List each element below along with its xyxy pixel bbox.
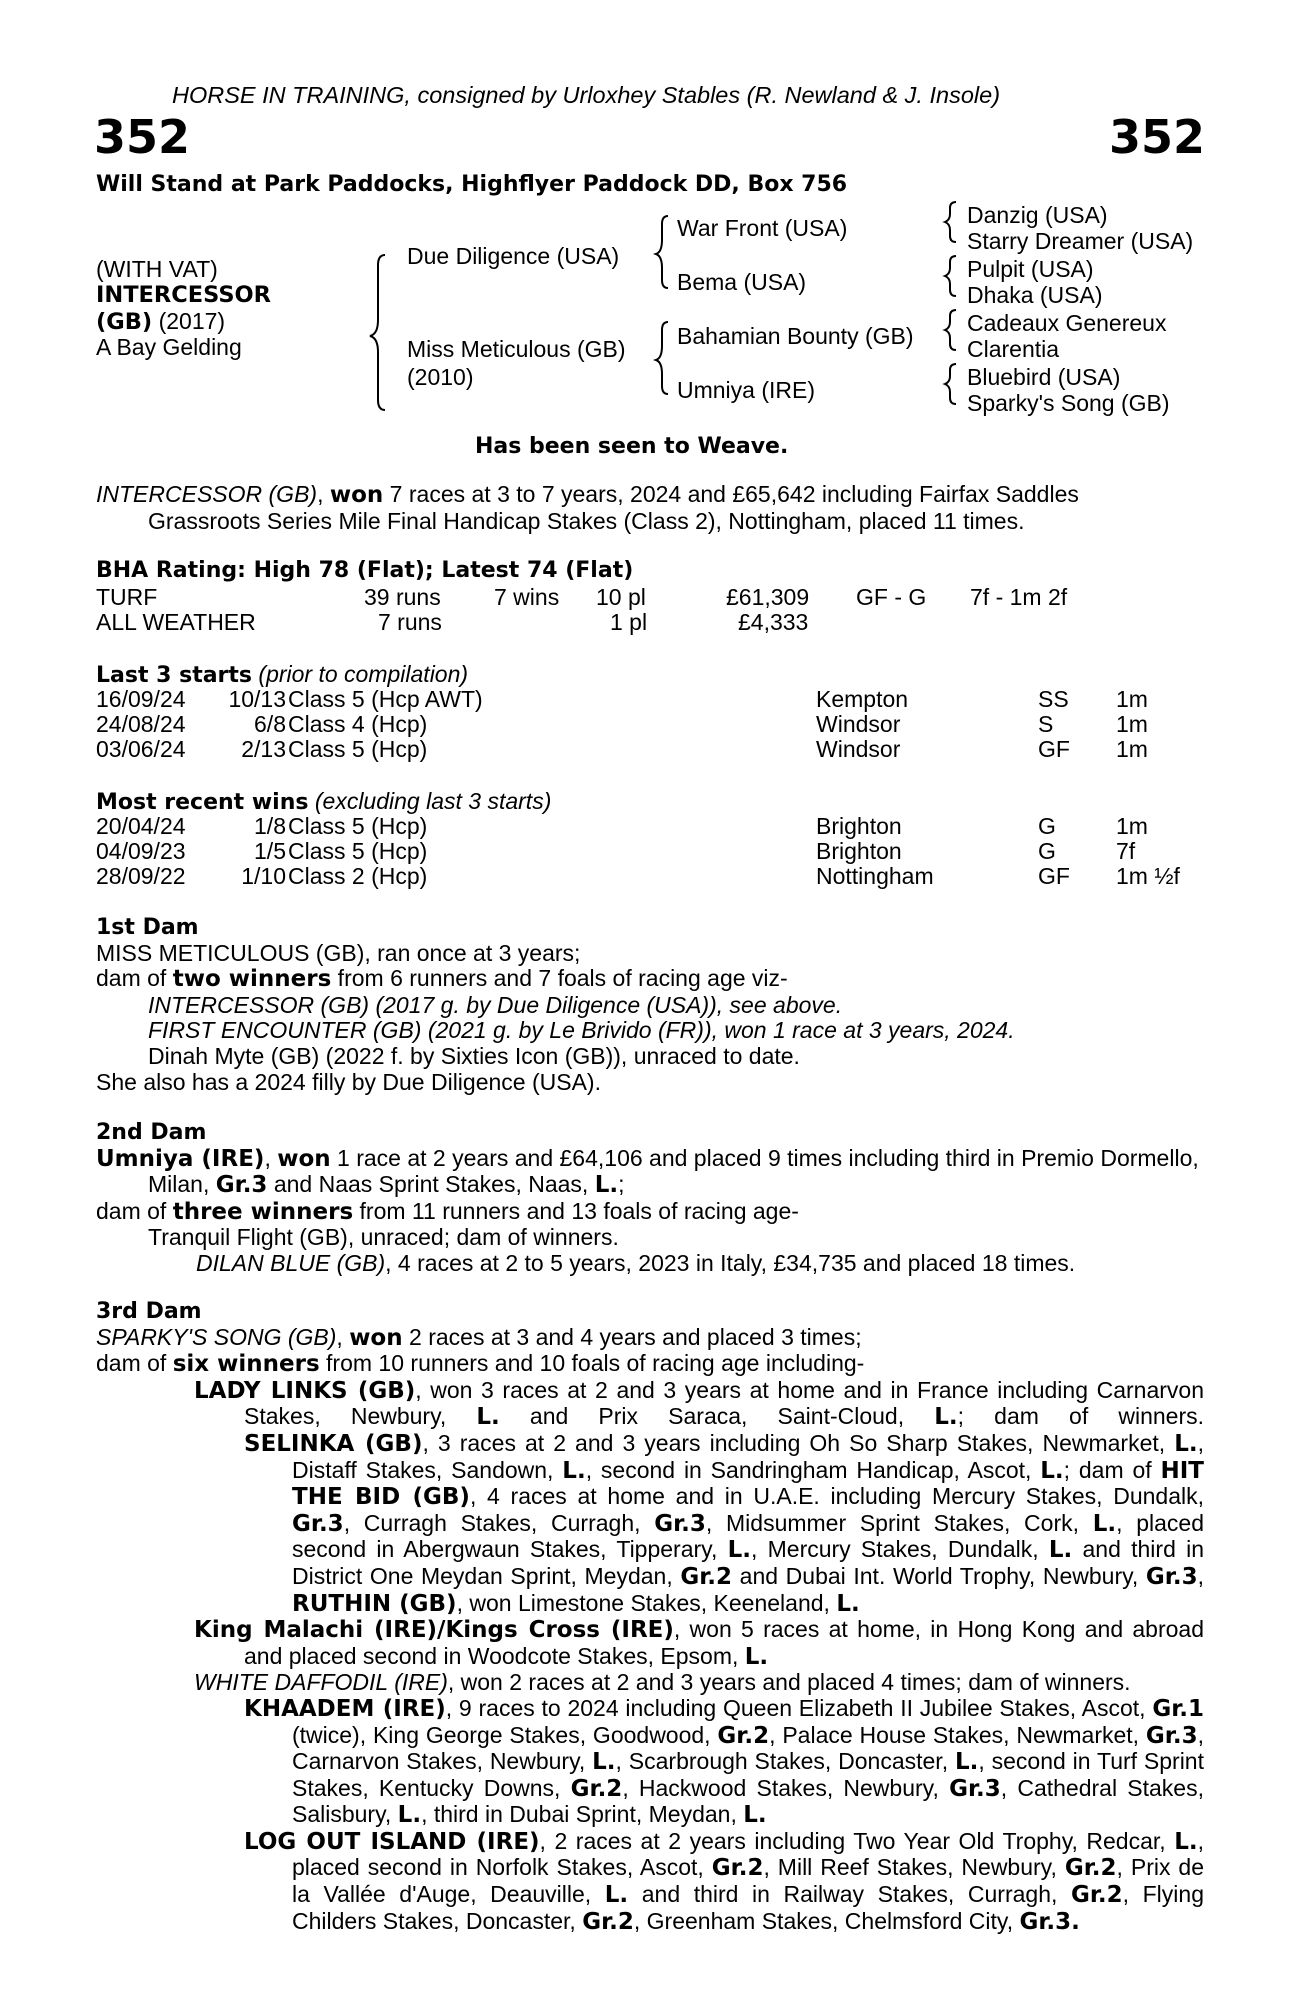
grade: Gr.2 xyxy=(582,1908,634,1935)
horse-name: WHITE DAFFODIL (IRE) xyxy=(194,1669,448,1696)
summary-won: won xyxy=(329,482,384,508)
summary-text-1: 7 races at 3 to 7 years, 2024 and £65,642 including Fairfax Saddles xyxy=(383,481,1079,507)
win-course: Brighton xyxy=(816,813,902,839)
last-starts-heading: Last 3 starts xyxy=(96,663,253,688)
pedigree-sd: Bema (USA) xyxy=(677,269,807,295)
first-dam-line-3: She also has a 2024 filly by Due Diligence (USA). xyxy=(96,1068,601,1095)
listed: L. xyxy=(476,1404,500,1431)
win-course: Nottingham xyxy=(816,863,934,889)
pedigree-sdd: Dhaka (USA) xyxy=(967,282,1103,308)
selinka-entry xyxy=(96,1431,1204,1617)
grade: Gr.3 xyxy=(949,1775,1001,1802)
first-dam-line-1: MISS METICULOUS (GB), ran once at 3 years; xyxy=(96,939,581,966)
listed: L. xyxy=(562,1457,586,1484)
recent-wins-subtitle: (excluding last 3 starts) xyxy=(308,788,552,814)
text: , won 5 races at home, in Hong Kong and abroad and placed second in Woodcote Stakes, Epsom, xyxy=(244,1616,1205,1669)
last-starts-title xyxy=(96,661,468,689)
start-distance: 1m xyxy=(1116,736,1148,762)
text: , third in Dubai Sprint, Meydan, xyxy=(421,1801,744,1828)
win-date: 28/09/22 xyxy=(96,863,186,889)
text: , Mercury Stakes, Dundalk, xyxy=(751,1536,1049,1563)
text: , second in Sandringham Handicap, Ascot, xyxy=(585,1456,1041,1483)
win-course: Brighton xyxy=(816,838,902,864)
second-dam-produce xyxy=(96,1199,1204,1226)
text: dam of xyxy=(96,1350,173,1377)
rating-placed: 1 pl xyxy=(610,609,648,635)
third-dam-produce xyxy=(96,1351,1204,1378)
text: and third in Railway Stakes, Curragh, xyxy=(628,1881,1071,1908)
first-dam-foal-3: Dinah Myte (GB) (2022 f. by Sixties Icon (GB)), unraced to date. xyxy=(148,1042,800,1069)
last-start-row xyxy=(96,686,1219,712)
text: and Dubai Int. World Trophy, Newbury, xyxy=(732,1562,1146,1589)
listed: L. xyxy=(934,1404,958,1431)
text: from 10 runners and 10 foals of racing age including- xyxy=(319,1350,865,1377)
dd-brace xyxy=(945,364,956,404)
pedigree-ssd: Starry Dreamer (USA) xyxy=(967,228,1194,254)
listed: L. xyxy=(954,1749,979,1776)
start-distance: 1m xyxy=(1116,711,1148,737)
emphasis: three winners xyxy=(172,1198,354,1225)
start-date: 24/08/24 xyxy=(96,711,186,737)
grade: Gr.2 xyxy=(1070,1882,1123,1909)
grade: Gr.3 xyxy=(1019,1908,1072,1935)
text: and Prix Saraca, Saint-Cloud, xyxy=(499,1403,935,1430)
rating-placed: 10 pl xyxy=(596,584,646,610)
text: and Naas Sprint Stakes, Naas, xyxy=(267,1171,595,1198)
listed: L. xyxy=(594,1172,619,1199)
main-brace xyxy=(370,255,385,410)
win-position: 1/8 xyxy=(254,813,286,839)
rating-going: GF - G xyxy=(856,584,927,610)
text: , won 3 races at 2 and 3 years at home and in France including Carnarvon Stakes, Newbury, xyxy=(244,1376,1204,1430)
log-out-island-entry xyxy=(96,1829,1204,1935)
pedigree-ss: War Front (USA) xyxy=(677,215,848,241)
pedigree-ddd: Sparky's Song (GB) xyxy=(967,390,1170,416)
horse-name: KHAADEM (IRE) xyxy=(244,1695,446,1722)
listed: L. xyxy=(1092,1510,1117,1537)
won: won xyxy=(349,1324,403,1351)
grade: Gr.3 xyxy=(654,1510,706,1537)
text: , Carnarvon Stakes, Newbury, xyxy=(292,1721,1204,1775)
emphasis: two winners xyxy=(172,966,332,993)
grade: Gr.3 xyxy=(1145,1563,1198,1590)
stabling-line: Will Stand at Park Paddocks, Highflyer Paddock DD, Box 756 xyxy=(96,172,848,197)
text: , 2 races at 2 years including Two Year Old Trophy, Redcar, xyxy=(539,1827,1175,1854)
start-position: 10/13 xyxy=(228,686,286,712)
race-summary: INTERCESSOR (GB), won 7 races at 3 to 7 years, 2024 and £65,642 including Fairfax Saddles Grassroots Series Mile Final Handicap Stakes (Class 2), Nottingham, placed 11 times. xyxy=(96,482,1204,534)
summary-text-2: Grassroots Series Mile Final Handicap Stakes (Class 2), Nottingham, placed 11 times. xyxy=(148,507,1025,534)
text: , Prix de la Vallée d'Auge, Deauville, xyxy=(292,1854,1205,1908)
khaadem-entry xyxy=(96,1696,1204,1829)
start-class: Class 5 (Hcp) xyxy=(288,736,428,762)
text: , Curragh Stakes, Curragh, xyxy=(343,1509,655,1536)
pedigree-dds: Bluebird (USA) xyxy=(967,364,1121,390)
third-dam-section xyxy=(96,1299,1204,1935)
sire-brace xyxy=(656,216,668,288)
third-dam-title: 3rd Dam xyxy=(96,1299,202,1324)
listed: L. xyxy=(604,1882,629,1909)
listed: L. xyxy=(1174,1828,1198,1855)
horse-name: RUTHIN (GB) xyxy=(292,1590,457,1617)
start-going: GF xyxy=(1038,736,1070,762)
ss-brace xyxy=(945,202,956,242)
grade: Gr.2 xyxy=(1064,1855,1117,1882)
lady-links-entry xyxy=(96,1378,1204,1431)
start-position: 2/13 xyxy=(241,736,286,762)
first-dam-foal-2: FIRST ENCOUNTER (GB) (2021 g. by Le Brivido (FR)), won 1 race at 3 years, 2024. xyxy=(148,1017,1015,1044)
sd-brace xyxy=(945,256,956,296)
grade: Gr.2 xyxy=(717,1722,770,1749)
text: , Scarbrough Stakes, Doncaster, xyxy=(615,1748,955,1775)
horse-name: LADY LINKS (GB) xyxy=(194,1377,416,1404)
vat-label: (WITH VAT) xyxy=(96,256,218,282)
text: , Greenham Stakes, Chelmsford City, xyxy=(633,1907,1020,1934)
text: from 6 runners and 7 foals of racing age viz- xyxy=(331,965,788,992)
second-dam-foal-1: Tranquil Flight (GB), unraced; dam of winners. xyxy=(148,1224,619,1251)
white-daffodil-entry xyxy=(96,1670,1204,1696)
horse-name: SELINKA (GB) xyxy=(244,1430,423,1457)
pedigree-dss: Cadeaux Genereux xyxy=(967,310,1167,336)
grade: Gr.2 xyxy=(570,1775,623,1802)
start-class: Class 5 (Hcp AWT) xyxy=(288,686,483,712)
text: from 11 runners and 13 foals of racing age- xyxy=(353,1197,799,1224)
rating-surface: ALL WEATHER xyxy=(96,609,256,635)
start-distance: 1m xyxy=(1116,686,1148,712)
grade: Gr.1 xyxy=(1152,1695,1204,1722)
win-going: G xyxy=(1038,838,1056,864)
pedigree-dam-year: (2010) xyxy=(407,364,474,390)
win-position: 1/5 xyxy=(254,838,286,864)
rating-distance: 7f - 1m 2f xyxy=(970,584,1068,610)
start-date: 03/06/24 xyxy=(96,736,186,762)
lot-number-right: 352 xyxy=(1108,110,1205,164)
weave-note: Has been seen to Weave. xyxy=(475,434,789,459)
pedigree-ds: Bahamian Bounty (GB) xyxy=(677,323,914,349)
first-dam-foal-1: INTERCESSOR (GB) (2017 g. by Due Diligence (USA)), see above. xyxy=(148,991,843,1018)
text: , Hackwood Stakes, Newbury, xyxy=(622,1774,950,1801)
emphasis: six winners xyxy=(172,1351,320,1378)
first-dam-title: 1st Dam xyxy=(96,915,199,940)
recent-win-row xyxy=(96,838,1219,864)
rating-runs: 39 runs xyxy=(364,584,441,610)
lot-number-left: 352 xyxy=(94,110,191,164)
text: , second in Turf Sprint Stakes, Kentucky Downs, xyxy=(292,1748,1204,1801)
rating-surface: TURF xyxy=(96,584,158,610)
dam-brace xyxy=(656,322,668,394)
won: won xyxy=(277,1145,331,1172)
last-start-row xyxy=(96,736,1219,762)
start-going: S xyxy=(1038,711,1054,737)
pedigree-sss: Danzig (USA) xyxy=(967,202,1108,228)
horse-name: HIT THE BID (GB) xyxy=(292,1457,1204,1511)
ds-brace xyxy=(945,310,956,350)
text: , Midsummer Sprint Stakes, Cork, xyxy=(705,1509,1093,1536)
rating-wins: 7 wins xyxy=(494,584,560,610)
listed: L. xyxy=(592,1749,616,1776)
recent-wins-title xyxy=(96,788,551,816)
listed: L. xyxy=(1048,1537,1073,1564)
text: , Cathedral Stakes, Salisbury, xyxy=(292,1774,1204,1828)
horse-name: LOG OUT ISLAND (IRE) xyxy=(244,1828,540,1855)
start-course: Windsor xyxy=(816,736,901,762)
rating-title: BHA Rating: High 78 (Flat); Latest 74 (Flat) xyxy=(96,558,634,583)
text: and third in District One Meydan Sprint, Meydan, xyxy=(292,1536,1204,1589)
grade: Gr.3 xyxy=(215,1172,268,1199)
pedigree-dam: Miss Meticulous (GB) xyxy=(407,336,626,362)
recent-wins-heading: Most recent wins xyxy=(96,790,309,815)
horse-year: (2017) xyxy=(152,308,226,334)
text: (twice), King George Stakes, Goodwood, xyxy=(292,1721,718,1748)
start-position: 6/8 xyxy=(254,711,286,737)
second-dam-foal-2 xyxy=(96,1251,1204,1277)
win-distance: 1m ½f xyxy=(1116,863,1180,889)
text: ; dam of winners. xyxy=(957,1403,1204,1430)
pedigree-dd: Umniya (IRE) xyxy=(677,377,816,403)
horse-name: King Malachi (IRE)/Kings Cross (IRE) xyxy=(194,1617,674,1644)
grade: Gr.2 xyxy=(711,1855,764,1882)
last-start-row xyxy=(96,711,1219,737)
text: , won Limestone Stakes, Keeneland, xyxy=(456,1589,837,1616)
third-dam-record: SPARKY'S SONG (GB), won 2 races at 3 and 4 years and placed 3 times; xyxy=(96,1323,862,1351)
win-distance: 1m xyxy=(1116,813,1148,839)
consignment-line: HORSE IN TRAINING, consigned by Urloxhey Stables (R. Newland & J. Insole) xyxy=(172,82,1001,108)
listed: L. xyxy=(727,1537,751,1564)
text: , placed second in Abergwaun Stakes, Tipperary, xyxy=(292,1509,1205,1563)
win-date: 04/09/23 xyxy=(96,838,186,864)
text: dam of xyxy=(96,965,173,992)
horse-description: A Bay Gelding xyxy=(96,334,242,360)
listed: L. xyxy=(743,1802,767,1829)
text: dam of xyxy=(96,1197,173,1224)
listed: L. xyxy=(397,1802,422,1829)
second-dam-section xyxy=(96,1120,1204,1277)
start-going: SS xyxy=(1038,686,1069,712)
king-malachi-entry xyxy=(96,1617,1204,1670)
win-class: Class 5 (Hcp) xyxy=(288,838,428,864)
grade: Gr.3 xyxy=(292,1510,344,1537)
text: 2 races at 3 and 4 years and placed 3 times; xyxy=(402,1323,862,1350)
second-dam-record: Umniya (IRE), won 1 race at 2 years and £64,106 and placed 9 times including third in Premio Dormello, Milan, Gr.3 and Naas Sprint Stakes, Naas, L.; xyxy=(96,1144,1199,1199)
horse-name: INTERCESSOR xyxy=(96,282,271,308)
foal-name: DILAN BLUE (GB) xyxy=(196,1249,386,1276)
grade: Gr.3 xyxy=(1145,1722,1198,1749)
start-course: Kempton xyxy=(816,686,909,712)
win-class: Class 5 (Hcp) xyxy=(288,813,428,839)
first-dam-line-2 xyxy=(96,966,1204,993)
rating-earnings: £4,333 xyxy=(738,609,809,635)
pedigree-sds: Pulpit (USA) xyxy=(967,256,1094,282)
text: , Palace House Stakes, Newmarket, xyxy=(769,1721,1146,1748)
text: , won 2 races at 2 and 3 years and placed 4 times; dam of winners. xyxy=(447,1669,1131,1696)
text: , 4 races at 2 to 5 years, 2023 in Italy, £34,735 and placed 18 times. xyxy=(385,1249,1076,1276)
last-starts-subtitle: (prior to compilation) xyxy=(252,661,469,687)
text: ; dam of xyxy=(1063,1456,1161,1483)
text: , xyxy=(1197,1562,1204,1589)
pedigree-braces xyxy=(0,0,1315,420)
rating-row-aw xyxy=(96,609,1219,635)
summary-name: INTERCESSOR (GB) xyxy=(96,481,318,507)
text: , 4 races at home and in U.A.E. including Mercury Stakes, Dundalk, xyxy=(469,1483,1205,1510)
dam-name: SPARKY'S SONG (GB) xyxy=(96,1323,337,1350)
win-going: GF xyxy=(1038,863,1070,889)
start-course: Windsor xyxy=(816,711,901,737)
first-dam-section xyxy=(96,915,1204,1095)
win-class: Class 2 (Hcp) xyxy=(288,863,428,889)
text: , 3 races at 2 and 3 years including Oh So Sharp Stakes, Newmarket, xyxy=(422,1429,1175,1456)
rating-row-turf xyxy=(96,584,1219,610)
grade: Gr.2 xyxy=(680,1563,733,1590)
horse-origin: (GB) xyxy=(96,309,153,335)
recent-win-row xyxy=(96,863,1219,889)
listed: L. xyxy=(1174,1430,1198,1457)
listed: L. xyxy=(1040,1457,1064,1484)
win-going: G xyxy=(1038,813,1056,839)
rating-runs: 7 runs xyxy=(378,609,442,635)
text: , Flying Childers Stakes, Doncaster, xyxy=(292,1881,1204,1934)
text: , Distaff Stakes, Sandown, xyxy=(292,1429,1204,1483)
rating-earnings: £61,309 xyxy=(726,584,810,610)
recent-win-row xyxy=(96,813,1219,839)
start-class: Class 4 (Hcp) xyxy=(288,711,428,737)
pedigree-dsd: Clarentia xyxy=(967,336,1060,362)
text: , 9 races to 2024 including Queen Elizabeth II Jubilee Stakes, Ascot, xyxy=(445,1694,1153,1721)
dam-name: Umniya (IRE) xyxy=(96,1145,265,1172)
win-position: 1/10 xyxy=(241,863,286,889)
text: , placed second in Norfolk Stakes, Ascot, xyxy=(292,1827,1204,1881)
listed: L. xyxy=(744,1643,769,1670)
second-dam-title: 2nd Dam xyxy=(96,1120,207,1145)
end-dot: . xyxy=(1071,1908,1080,1935)
win-distance: 7f xyxy=(1116,838,1136,864)
listed: L. xyxy=(836,1590,860,1617)
start-date: 16/09/24 xyxy=(96,686,186,712)
text: ; xyxy=(618,1171,625,1198)
text: , Mill Reef Stakes, Newbury, xyxy=(763,1854,1065,1881)
text: 1 race at 2 years and £64,106 and placed 9 times including third in Premio Dormello, Milan, xyxy=(148,1144,1199,1198)
win-date: 20/04/24 xyxy=(96,813,186,839)
pedigree-sire: Due Diligence (USA) xyxy=(407,243,620,269)
